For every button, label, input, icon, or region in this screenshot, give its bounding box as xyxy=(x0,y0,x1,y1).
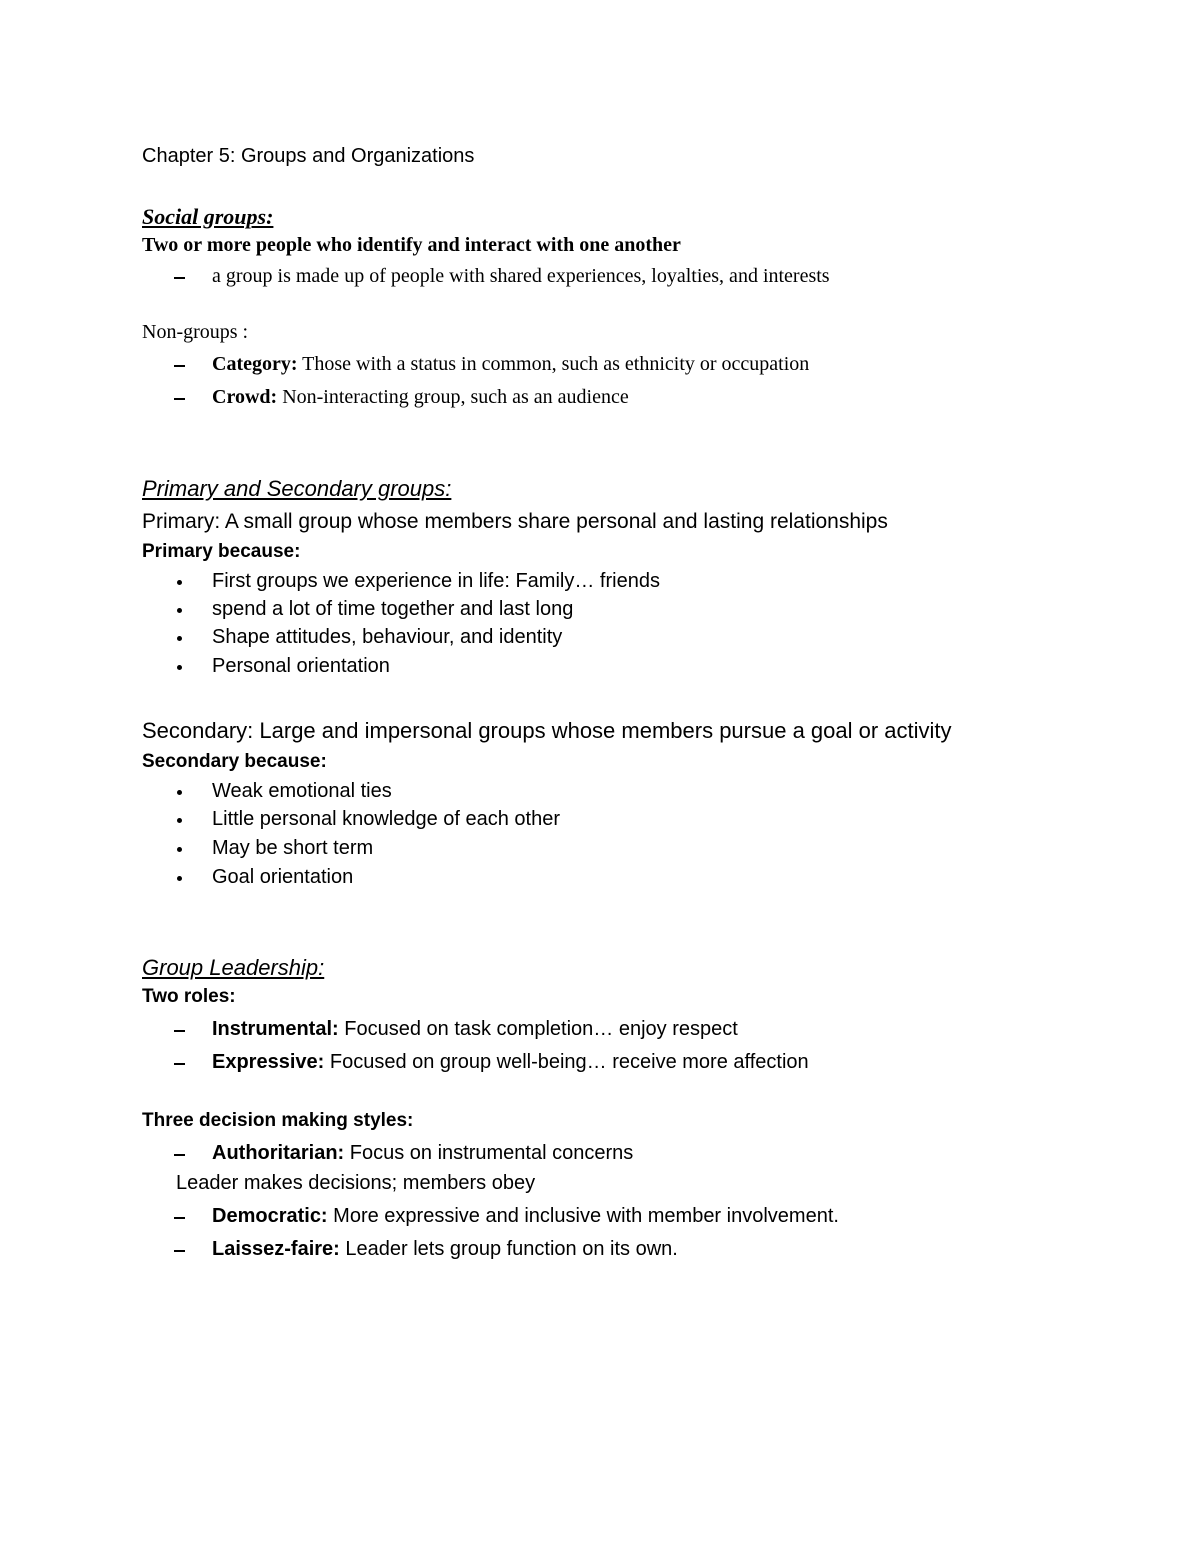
democratic-text: More expressive and inclusive with member involvement. xyxy=(327,1205,839,1227)
primary-definition-text: A small group whose members share personal and lasting relationships xyxy=(220,510,888,533)
authoritarian-note: Leader makes decisions; members obey xyxy=(176,1172,536,1194)
laissez-faire-term: Laissez-faire: xyxy=(212,1238,340,1260)
two-roles-label: Two roles: xyxy=(142,986,236,1007)
decision-styles-heading: Three decision making styles: xyxy=(142,1110,414,1131)
list-item-text: Little personal knowledge of each other xyxy=(212,808,561,830)
social-groups-heading: Social groups: xyxy=(142,204,274,229)
primary-definition xyxy=(142,510,888,534)
instrumental-text: Focused on task completion… enjoy respect xyxy=(338,1018,738,1040)
authoritarian-text: Focus on instrumental concerns xyxy=(344,1142,634,1164)
expressive-text: Focused on group well-being… receive more affection xyxy=(324,1051,809,1073)
list-item-text: Weak emotional ties xyxy=(212,780,392,802)
nongroups-label: Non-groups : xyxy=(142,321,249,343)
list-item-text: Personal orientation xyxy=(212,655,390,677)
list-item-text: a group is made up of people with shared experiences, loyalties, and interests xyxy=(212,265,830,287)
expressive-term: Expressive: xyxy=(212,1051,325,1073)
crowd-term: Crowd: xyxy=(212,386,278,408)
list-item-text: First groups we experience in life: Family… friends xyxy=(212,570,660,592)
primary-secondary-heading: Primary and Secondary groups: xyxy=(142,476,452,501)
list-item-text: Goal orientation xyxy=(212,866,354,888)
list-item-text: May be short term xyxy=(212,837,374,859)
category-term: Category: xyxy=(212,353,298,375)
list-item-text: Shape attitudes, behaviour, and identity xyxy=(212,626,563,648)
secondary-because-label: Secondary because: xyxy=(142,751,327,772)
document-title: Chapter 5: Groups and Organizations xyxy=(142,145,475,167)
democratic-term: Democratic: xyxy=(212,1205,328,1227)
laissez-faire-text: Leader lets group function on its own. xyxy=(339,1238,678,1260)
crowd-text: Non-interacting group, such as an audience xyxy=(277,386,629,408)
social-groups-definition: Two or more people who identify and interact with one another xyxy=(142,234,681,256)
primary-term: Primary: xyxy=(142,510,221,533)
group-leadership-heading: Group Leadership: xyxy=(142,955,325,980)
instrumental-term: Instrumental: xyxy=(212,1018,339,1040)
list-item-text: spend a lot of time together and last long xyxy=(212,598,574,620)
secondary-definition: Secondary: Large and impersonal groups whose members pursue a goal or activity xyxy=(142,718,952,743)
category-text: Those with a status in common, such as ethnicity or occupation xyxy=(297,353,810,375)
authoritarian-term: Authoritarian: xyxy=(212,1142,345,1164)
primary-because-label: Primary because: xyxy=(142,541,301,562)
